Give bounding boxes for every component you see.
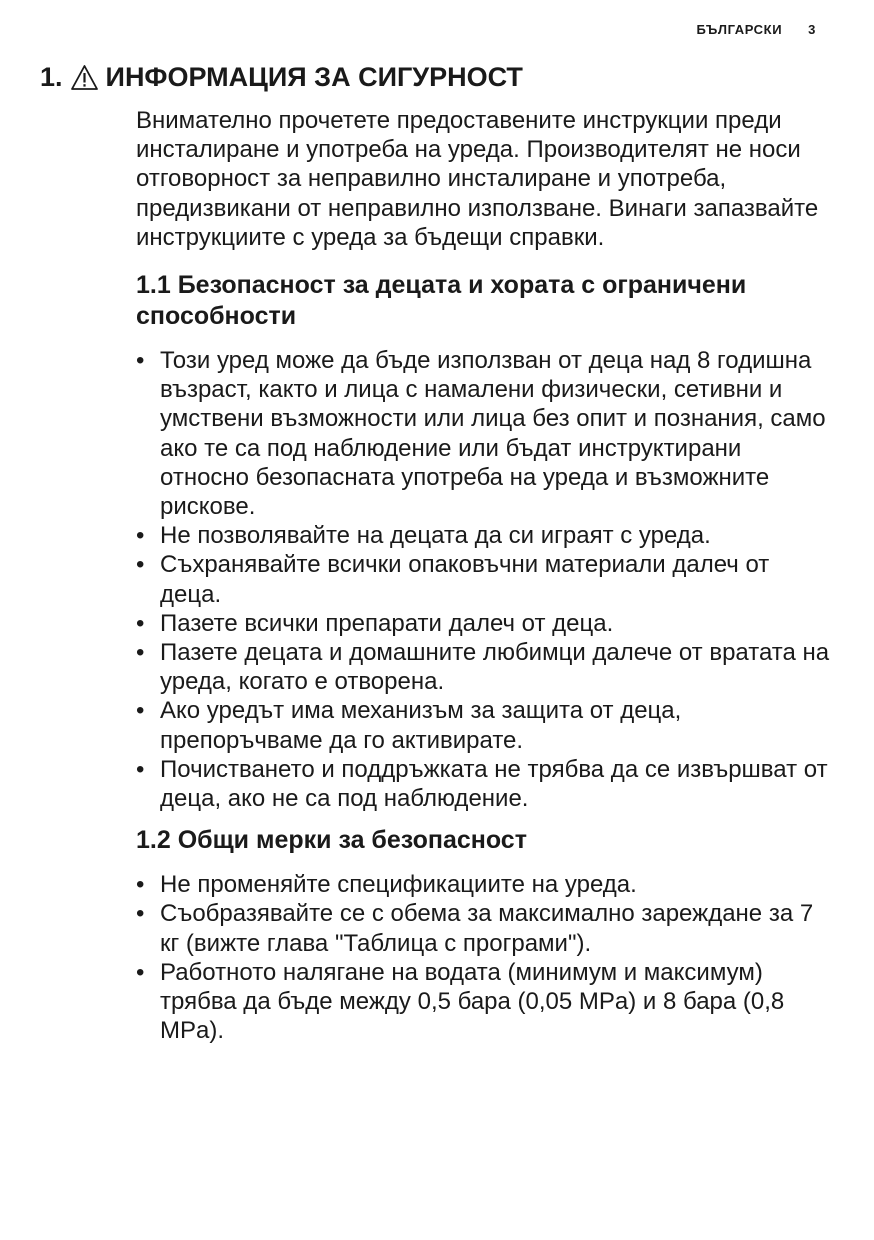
bullet-icon: • [136,522,145,550]
list-item-text: Съхранявайте всички опаковъчни материали далеч от деца. [160,551,770,608]
list-item [136,899,836,957]
bullet-icon: • [136,871,145,899]
section-2-list [136,870,836,1045]
list-item [136,609,836,638]
bullet-icon: • [136,697,145,725]
list-item-text: Пазете всички препарати далеч от деца. [160,609,614,637]
bullet-icon: • [136,609,145,637]
list-item [136,755,836,813]
bullet-icon: • [136,900,145,928]
list-item-text: Пазете децата и домашните любимци далече от вратата на уреда, когато е отворена. [160,639,830,696]
page-number: 3 [808,22,816,37]
list-item [136,696,836,754]
list-item-text: Ако уредът има механизъм за защита от деца, препоръчваме да го активирате. [160,697,682,754]
list-item-text: Не позволявайте на децата да си играят с уреда. [160,522,711,550]
page-content [136,106,836,1045]
bullet-icon: • [136,639,145,667]
bullet-icon: • [136,347,145,375]
list-item-text: Този уред може да бъде използван от деца над 8 годишна възраст, както и лица с намалени физически, сетивни и умствени възможности или лица без опит и познания, само ако те са под наблюдение или бъдат инструктирани относно безопасната употреба на уреда и възможните рискове. [160,347,826,521]
list-item [136,521,836,550]
bullet-icon: • [136,755,145,783]
list-item [136,870,836,899]
chapter-title: ИНФОРМАЦИЯ ЗА СИГУРНОСТ [105,62,523,92]
list-item-text: Работното налягане на водата (минимум и максимум) трябва да бъде между 0,5 бара (0,05 MPa) и 8 бара (0,8 MPa). [160,958,785,1045]
header-language: БЪЛГАРСКИ [696,22,783,37]
list-item [136,550,836,608]
list-item [136,638,836,696]
list-item-text: Не променяйте спецификациите на уреда. [160,871,637,899]
bullet-icon: • [136,958,145,986]
list-item [136,958,836,1046]
chapter-heading [40,62,523,93]
warning-triangle-icon [70,64,99,91]
list-item [136,346,836,521]
chapter-number: 1. [40,62,63,92]
bullet-icon: • [136,551,145,579]
list-item-text: Съобразявайте се с обема за максимално зареждане за 7 кг (вижте глава "Таблица с програми"). [160,900,814,957]
list-item-text: Почистването и поддръжката не трябва да се извършват от деца, ако не са под наблюдение. [160,755,828,813]
section-2-heading: 1.2 Общи мерки за безопасност [136,826,527,855]
section-1-heading: 1.1 Безопасност за децата и хората с ограничени способности [136,271,747,331]
intro-paragraph: Внимателно прочетете предоставените инструкции преди инсталиране и употреба на уреда. Производителят не носи отговорност за неправилно инсталиране и употреба, предизвикани от неправилно използване. Винаги запазвайте инструкциите с уреда за бъдещи справки. [136,107,819,251]
running-header [697,22,816,37]
section-1-list [136,346,836,813]
